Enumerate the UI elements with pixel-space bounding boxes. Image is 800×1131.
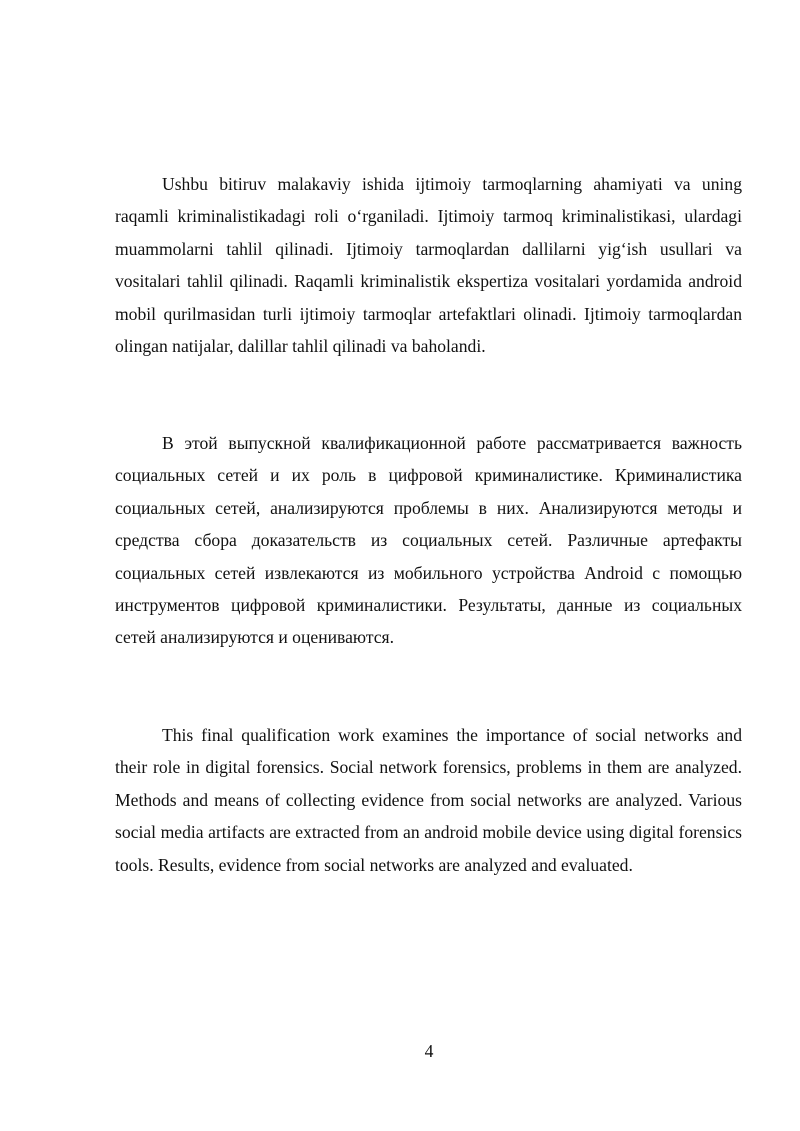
abstract-paragraph-russian: В этой выпускной квалификационной работе рассматривается важность социальных сетей и их роль в цифровой криминалистике. Криминалистика социальных сетей, анализируются проблемы в них. Анализируются методы и средства сбора доказательств из социальных сетей. Различные артефакты социальных сетей извлекаются из мобильного устройства Android с помощью инструментов цифровой криминалистики. Результаты, данные из социальных сетей анализируются и оцениваются. (115, 433, 742, 648)
abstract-paragraph-uzbek: Ushbu bitiruv malakaviy ishida ijtimoiy tarmoqlarning ahamiyati va uning raqamli kriminalistikadagi roli o‘rganiladi. Ijtimoiy tarmoq kriminalistikasi, ulardagi muammolarni tahlil qilinadi. Ijtimoiy tarmoqlardan dallilarni yig‘ish usullari va vositalari tahlil qilinadi. Raqamli kriminalistik ekspertiza vositalari yordamida android mobil qurilmasidan turli ijtimoiy tarmoqlar artefaktlari olinadi. Ijtimoiy tarmoqlardan olingan natijalar, dalillar tahlil qilinadi va baholandi. (115, 174, 742, 357)
abstract-paragraph-english: This final qualification work examines the importance of social networks and their role in digital forensics. Social network forensics, problems in them are analyzed. Methods and means of collecting evidence from social networks are analyzed. Various social media artifacts are extracted from an android mobile device using digital forensics tools. Results, evidence from social networks are analyzed and evaluated. (115, 725, 742, 875)
page-number: 4 (424, 1041, 434, 1061)
